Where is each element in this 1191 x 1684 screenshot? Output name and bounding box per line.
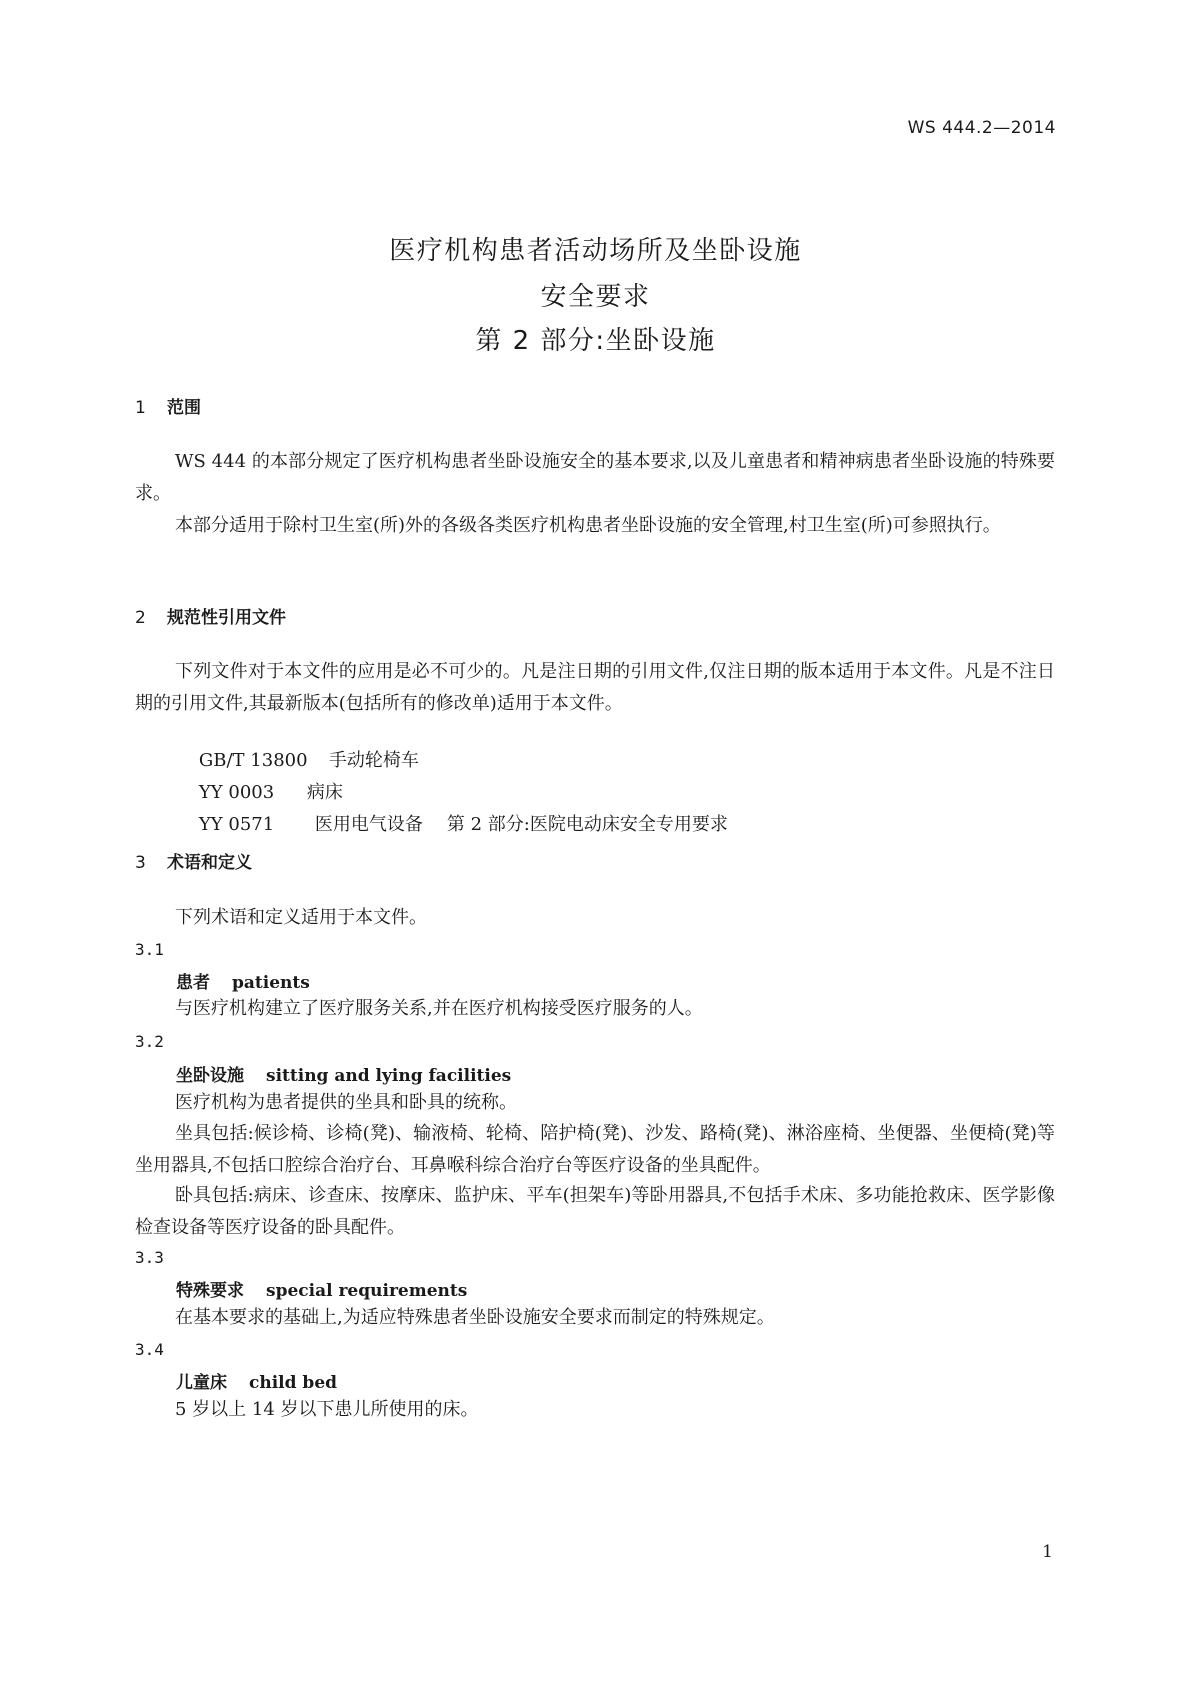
section-1-paragraph-2: 本部分适用于除村卫生室(所)外的各级各类医疗机构患者坐卧设施的安全管理,村卫生室(所)可参照执行。 — [175, 515, 1001, 536]
section-1-paragraph-1: WS 444 的本部分规定了医疗机构患者坐卧设施安全的基本要求,以及儿童患者和精神病患者坐卧设施的特殊要求。 — [135, 451, 1055, 504]
section-1-heading — [135, 393, 201, 418]
reference-title: 病床 — [306, 782, 343, 803]
term-heading — [176, 968, 310, 993]
document-number: WS 444.2—2014 — [907, 118, 1056, 138]
term-heading — [176, 1061, 511, 1086]
term-definition: 坐具包括:候诊椅、诊椅(凳)、输液椅、轮椅、陪护椅(凳)、沙发、路椅(凳)、淋浴座椅、坐便器、坐便椅(凳)等坐用器具,不包括口腔综合治疗台、耳鼻喉科综合治疗台等医疗设备的坐具配件。 — [135, 1123, 1055, 1176]
term-number: 3.3 — [135, 1248, 164, 1267]
section-2-paragraph-1: 下列文件对于本文件的应用是必不可少的。凡是注日期的引用文件,仅注日期的版本适用于本文件。凡是不注日期的引用文件,其最新版本(包括所有的修改单)适用于本文件。 — [135, 661, 1055, 714]
section-2-heading — [135, 603, 286, 628]
term-zh: 特殊要求 — [176, 1281, 244, 1301]
term-zh: 患者 — [176, 973, 210, 993]
term-definition: 与医疗机构建立了医疗服务关系,并在医疗机构接受医疗服务的人。 — [175, 998, 703, 1019]
section-3-heading — [135, 848, 252, 873]
term-zh: 儿童床 — [176, 1373, 227, 1393]
page-number: 1 — [1042, 1542, 1053, 1562]
section-3-number: 3 — [135, 853, 146, 873]
term-zh: 坐卧设施 — [176, 1066, 244, 1086]
title-line-3: 第 2 部分:坐卧设施 — [475, 326, 716, 356]
reference-part: 第 2 部分:医院电动床安全专用要求 — [446, 814, 728, 835]
reference-code: YY 0571 — [198, 814, 275, 835]
section-1-title: 范围 — [167, 398, 201, 418]
term-en: child bed — [249, 1373, 338, 1393]
term-heading — [176, 1276, 467, 1301]
term-definition: 医疗机构为患者提供的坐具和卧具的统称。 — [175, 1092, 517, 1113]
section-3-paragraph-1: 下列术语和定义适用于本文件。 — [175, 907, 427, 928]
term-number: 3.2 — [135, 1032, 164, 1051]
section-2-title: 规范性引用文件 — [167, 608, 286, 628]
reference-code: GB/T 13800 — [198, 750, 308, 771]
term-heading — [176, 1368, 337, 1393]
term-definition: 5 岁以上 14 岁以下患儿所使用的床。 — [175, 1399, 479, 1420]
term-en: patients — [232, 973, 310, 993]
term-number: 3.1 — [135, 940, 164, 959]
reference-item — [176, 789, 728, 857]
term-en: sitting and lying facilities — [266, 1066, 512, 1086]
term-number: 3.4 — [135, 1340, 164, 1359]
title-line-2: 安全要求 — [540, 282, 651, 312]
term-definition: 卧具包括:病床、诊查床、按摩床、监护床、平车(担架车)等卧用器具,不包括手术床、多功能抢救床、医学影像检查设备等医疗设备的卧具配件。 — [135, 1185, 1055, 1238]
section-2-number: 2 — [135, 608, 146, 628]
section-3-title: 术语和定义 — [167, 853, 252, 873]
reference-code: YY 0003 — [198, 782, 275, 803]
title-line-1: 医疗机构患者活动场所及坐卧设施 — [389, 236, 802, 266]
section-1-number: 1 — [135, 398, 146, 418]
reference-title: 医用电气设备 — [314, 814, 423, 835]
term-en: special requirements — [266, 1281, 468, 1301]
term-definition: 在基本要求的基础上,为适应特殊患者坐卧设施安全要求而制定的特殊规定。 — [175, 1307, 775, 1328]
reference-title: 手动轮椅车 — [328, 750, 419, 771]
